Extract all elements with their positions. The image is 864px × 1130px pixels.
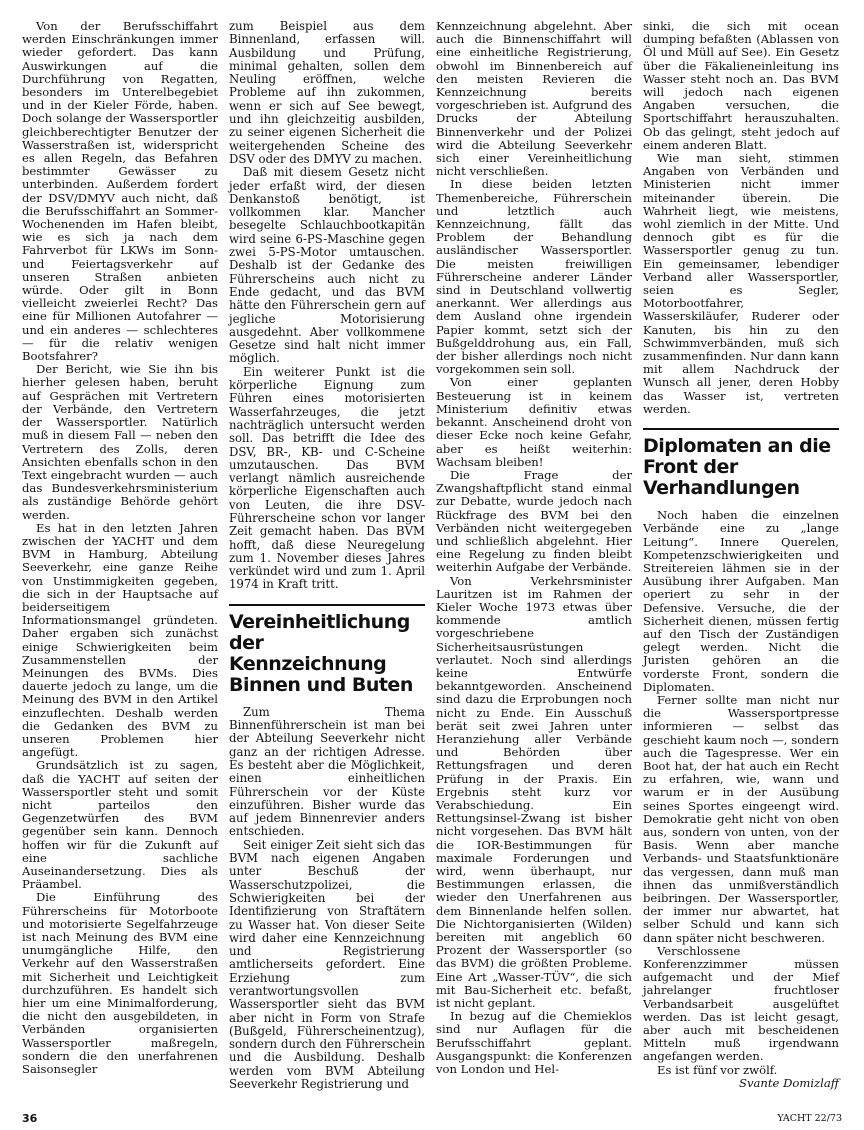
paragraph: In bezug auf die Chemieklos sind nur Auflagen für die Berufsschiffahrt geplant. Ausgangspunkt: die Konferenzen von London und Hel- bbox=[436, 1009, 632, 1077]
paragraph: Kennzeichnung abgelehnt. Aber auch die Binnenschiffahrt will eine einheitliche Registrierung, obwohl im Binnenbereich auf den meisten Revieren die Kennzeichnung bereits vorgeschrieben ist. Aufgrund des Drucks der Abteilung Binnenverkehr und der Polizei wird die Abteilung Seeverkehr sich einer Vereinheitlichung nicht verschließen. bbox=[436, 19, 632, 179]
column-3 bbox=[436, 20, 632, 1076]
paragraph: Daß mit diesem Gesetz nicht jeder erfaßt wird, der diesen Denkanstoß benötigt, ist vollkommen klar. Mancher besegelte Schlauchbootkapitän wird seine 6-PS-Maschine gegen zwei 5-PS-Motor umtauschen. Deshalb ist der Gedanke des Führerscheins auch nicht zu Ende gedacht, und das BVM hätte den Führerschein gern auf jegliche Motorisierung ausgedehnt. Aber vollkommene Gesetze sind halt nicht immer möglich. bbox=[229, 165, 425, 366]
section-heading: Vereinheitlichung der Kennzeichnung Binnen und Buten bbox=[229, 610, 413, 696]
paragraph: Von einer geplanten Besteuerung ist in keinem Ministerium definitiv etwas bekannt. Anscheinend droht von dieser Ecke noch keine Gefahr, aber es heißt weiterhin: Wachsam bleiben! bbox=[436, 375, 632, 469]
paragraph: Ferner sollte man nicht nur die Wassersportpresse informieren — selbst das geschieht kaum noch —, sondern auch die Tagespresse. Wer ein Boot hat, der hat auch ein Recht zu erfahren, wie, wann und warum er in der Ausübung seines Sportes eingeengt wird. Demokratie geht nicht von oben aus, sondern von unten, von der Basis. Wenn aber manche Verbands- und Staatsfunktionäre das vergessen, dann muß man ihnen das unmißverständlich beibringen. Der Wassersportler, der immer nur abwartet, hat selber Schuld und kann sich dann später nicht beschweren. bbox=[643, 692, 839, 945]
paragraph: Von Verkehrsminister Lauritzen ist im Rahmen der Kieler Woche 1973 etwas über kommende amtlich vorgeschriebene Sicherheitsausrüstungen verlautet. Noch sind allerdings keine Entwürfe bekanntgeworden. Anscheinend sind dazu die Erprobungen noch nicht zu Ende. Ein Ausschuß berät seit zwei Jahren unter Heranziehung aller Verbände und Behörden über Rettungsfragen und deren Prüfung in der Praxis. Ein Ergebnis steht kurz vor Verabschiedung. Ein Rettungsinsel-Zwang ist bisher nicht vorgesehen. Das BVM hält die IOR-Bestimmungen für maximale Forderungen und wird, wenn überhaupt, nur Bestimmungen erlassen, die wieder den Unerfahrenen aus dem Binnenlande helfen sollen. Die Nichtorganisierten (Wilden) bereiten mit angeblich 60 Prozent der Wassersportler (so das BVM) die größten Probleme. Eine Art „Wasser-TÜV“, die sich mit Bau-Sicherheit etc. befaßt, ist nicht geplant. bbox=[436, 573, 632, 1011]
paragraph: Von der Berufsschiffahrt werden Einschränkungen immer wieder gefordert. Das kann Auswirkungen auf die Durchführung von Regatten, besonders im Unterelbegebiet und in der Kieler Förde, haben. Doch solange der Wassersportler gleichberechtigter Benutzer der Wasserstraßen ist, widerspricht es allen Regeln, das Befahren bestimmter Gewässer zu unterbinden. Außerdem fordert der DSV/DMYV auch nicht, daß die Berufsschiffahrt an Sommer-Wochenenden im Hafen bleibt, wie es sich ja nach dem Fahrverbot für LKWs im Sonn- und Feiertagsverkehr auf unseren Straßen anbieten würde. Oder gilt in Bonn vielleicht zweierlei Recht? Das eine für Millionen Autofahrer — und ein anderes — schlechteres — für die relativ wenigen Bootsfahrer? bbox=[22, 19, 218, 364]
author-signature: Svante Domizlaff bbox=[739, 1075, 839, 1090]
paragraph: Grundsätzlich ist zu sagen, daß die YACHT auf seiten der Wassersportler steht und somit nicht parteilos den Gegenzetwürfen des BVM gegenüber sein kann. Dennoch hoffen wir für die Zukunft auf eine sachliche Auseinandersetzung. Dies als Präambel. bbox=[22, 758, 218, 892]
column-4 bbox=[643, 20, 839, 1090]
paragraph: Zum Thema Binnenführerschein ist man bei der Abteilung Seeverkehr nicht ganz an der richtigen Adresse. Es besteht aber die Möglichkeit, einen einheitlichen Führerschein vor der Küste einzuführen. Bisher wurde das auf jedem Binnenrevier anders entschieden. bbox=[229, 704, 425, 839]
paragraph: zum Beispiel aus dem Binnenland, erfassen will. Ausbildung und Prüfung, minimal gehalten, sollen dem Neuling eröffnen, welche Probleme auf ihn zukommen, wenn er sich auf See bewegt, und ihn gleichzeitig ausbilden, zu seiner eigenen Sicherheit die weitergehenden Scheine des DSV oder des DMYV zu machen. bbox=[229, 19, 425, 166]
paragraph: In diese beiden letzten Themenbereiche, Führerschein und letztlich auch Kennzeichnung, fällt das Problem der Behandlung ausländischer Wassersportler. Die meisten freiwilligen Führerscheine anderer Länder sind in Deutschland vollwertig anerkannt. Wer allerdings aus dem Ausland ohne irgendein Papier kommt, setzt sich der Bußgelddrohung aus, ein Fall, der bisher allerdings noch nicht vorgekommen sein soll. bbox=[436, 177, 632, 377]
issue-footer: YACHT 22/73 bbox=[777, 1113, 842, 1124]
page-number: 36 bbox=[22, 1112, 38, 1125]
paragraph: Ein weiterer Punkt ist die körperliche Eignung zum Führen eines motorisierten Wasserfahrzeuges, die jetzt nachträglich untersucht werden soll. Das betrifft die Idee des DSV, BR-, KB- und C-Scheine umzutauschen. Das BVM verlangt nämlich ausreichende körperliche Eigenschaften auch von Leuten, die ihre DSV-Führerscheine schon vor langer Zeit gemacht haben. Das BVM hofft, daß diese Neuregelung zum 1. November dieses Jahres verkündet wird und zum 1. April 1974 in Kraft tritt. bbox=[229, 364, 425, 592]
paragraph: Seit einiger Zeit sieht sich das BVM nach eigenen Angaben unter Beschuß der Wasserschutzpolizei, die Schwierigkeiten bei der Identifizierung von Straftätern zu Wasser hat. Von dieser Seite wird daher eine Kennzeichnung und Registrierung amtlicherseits gefordert. Eine Erziehung zum verantwortungsvollen Wassersportler sieht das BVM aber nicht in Form von Strafe (Bußgeld, Führerscheinentzug), sondern durch den Führerschein und die Ausbildung. Deshalb werden vom BVM Abteilung Seeverkehr Registrierung und bbox=[229, 837, 425, 1092]
section-heading: Diplomaten an die Front der Verhandlungen bbox=[643, 435, 831, 500]
paragraph: Die Einführung des Führerscheins für Motorboote und motorisierte Segelfahrzeuge ist nach Meinung des BVM eine unumgängliche Hilfe, den Verkehr auf den Wasserstraßen mit Sicherheit und Leichtigkeit durchzuführen. Es handelt sich hier um eine Minimalforderung, die nicht den ausgebildeten, in Verbänden organisierten Wassersportler maßregeln, sondern die den unerfahrenen Saisonsegler bbox=[22, 890, 218, 1077]
column-1 bbox=[22, 20, 218, 1076]
paragraph: Es ist fünf vor zwölf. bbox=[657, 1062, 778, 1077]
paragraph: Es hat in den letzten Jahren zwischen der YACHT und dem BVM in Hamburg, Abteilung Seeverkehr, eine ganze Reihe von Unstimmigkeiten gegeben, die sich in der Hauptsache auf beiderseitigem Informationsmangel gründeten. Daher ergaben sich zunächst einige Schwierigkeiten beim Zusammenstellen der Meinungen des BVMs. Dies dauerte jedoch zu lange, um die Meinung des BVM in den Artikel einzuflechten. Deshalb werden die Gedanken des BVM zu unseren Problemen hier angefügt. bbox=[22, 520, 218, 760]
paragraph: Der Bericht, wie Sie ihn bis hierher gelesen haben, beruht auf Gesprächen mit Vertretern der Verbände, den Vertretern der Wassersportler. Natürlich muß in diesem Fall — neben den Vertretern des Zolls, deren Ansichten ebenfalls schon in den Text eingebracht wurden — auch das Bundesverkehrsministerium als zuständige Behörde gehört werden. bbox=[22, 362, 218, 522]
paragraph: Noch haben die einzelnen Verbände eine zu „lange Leitung“. Innere Querelen, Kompetenzschwierigkeiten und Streitereien lähmen sie in der Ausübung ihrer Aufgaben. Man operiert zu sehr in der Defensive. Versuche, die der Sicherheit dienen, müssen fertig auf den Tisch der Zuständigen gelegt werden. Nicht die Juristen gehören an die vorderste Front, sondern die Diplomaten. bbox=[643, 508, 839, 694]
section-heading-box bbox=[643, 428, 839, 499]
paragraph: Verschlossene Konferenzzimmer müssen aufgemacht und der Mief jahrelanger fruchtloser Verbandsarbeit ausgelüftet werden. Das ist leicht gesagt, aber auch mit bescheidenen Mitteln muß irgendwann angefangen werden. bbox=[643, 943, 839, 1064]
column-2 bbox=[229, 20, 425, 1091]
paragraph: Die Frage der Zwangshaftpflicht stand einmal zur Debatte, wurde jedoch nach Rückfrage des BVM bei den Verbänden nicht weitergegeben und schließlich abgelehnt. Hier eine Regelung zu finden bleibt weiterhin Aufgabe der Verbände. bbox=[436, 467, 632, 575]
section-heading-box bbox=[229, 604, 425, 696]
paragraph: sinki, die sich mit ocean dumping befaßten (Ablassen von Öl und Müll auf See). Ein Gesetz über die Fäkalieneinleitung ins Wasser steht noch an. Das BVM will jedoch nach eigenen Angaben versuchen, die Sportschiffahrt herauszuhalten. Ob das gelingt, steht jedoch auf einem anderen Blatt. bbox=[643, 19, 839, 152]
paragraph: Wie man sieht, stimmen Angaben von Verbänden und Ministerien nicht immer miteinander überein. Die Wahrheit liegt, wie meistens, wohl ziemlich in der Mitte. Und dennoch gibt es für die Wassersportler genug zu tun. Ein gemeinsamer, lebendiger Verband aller Wassersportler, seien es Segler, Motorbootfahrer, Wasserskiläufer, Ruderer oder Kanuten, bis hin zu den Schwimmverbänden, muß sich zusammenfinden. Nur dann kann mit allem Nachdruck der Wunsch all jener, deren Hobby das Wasser ist, vertreten werden. bbox=[643, 151, 839, 416]
